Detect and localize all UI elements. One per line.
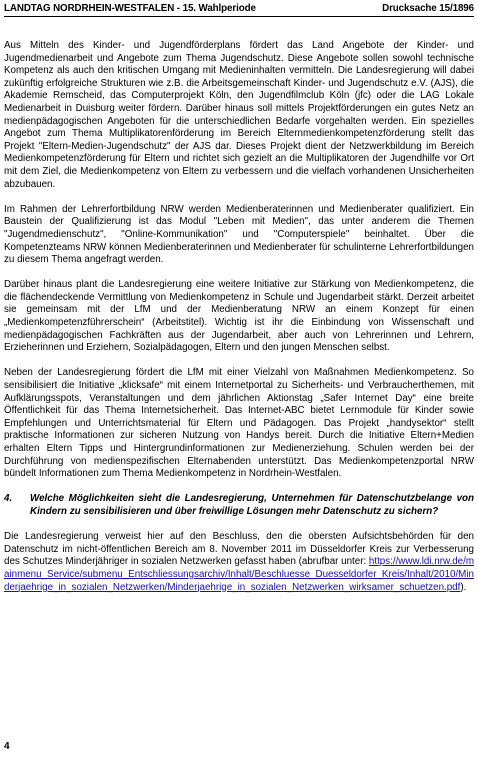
page-number: 4 [4,741,10,752]
paragraph-youth-media-funding: Aus Mitteln des Kinder- und Jugendförderplans fördert das Land Angebote der Kinder- und Jugendmedienarbeit und Angebote zum Thema Jugendschutz. Diese Angebote sollen sowohl technische Kompetenz als auch den kritischen Umgang mit Medieninhalten vermitteln. Die Landesregierung will dabei zukünftig erfolgreiche Strukturen wie z.B. die Arbeitsgemeinschaft Kinder- und Jugendschutz e.V. (AJS), die Akademie Remscheid, das Computerprojekt Köln, den Jugendfilmclub Köln (jfc) oder die LAG Lokale Medienarbeit in Duisburg weiter fördern. Darüber hinaus soll mittels Projektförderungen ein gutes Netz an medienpädagogischen Angeboten für die unterschiedlichen Bedarfe vorgehalten werden. Ein spezielles Angebot zum Thema Multiplikatorenförderung im Bereich Elternmedienkompetenzförderung stellt das Projekt "Eltern-Medien-Jugendschutz" der AJS dar. Dieses Projekt dient der Netzwerkbildung im Bereich Medienkompetenzförderung für Eltern und richtet sich gezielt an die Multiplikatoren der Jugendhilfe vor Ort mit dem Ziel, die Medienkompetenz von Eltern zu verbessern und die vielfach vorhandenen Unsicherheiten abzubauen. [4,40,474,190]
question-text: Welche Möglichkeiten sieht die Landesregierung, Unternehmen für Datenschutzbelange von Kindern zu sensibilisieren und über freiwillige Lösungen mehr Datenschutz zu sichern? [30,493,474,517]
header-doc-ref: Drucksache 15/1896 [382,3,474,14]
paragraph-teacher-training: Im Rahmen der Lehrerfortbildung NRW werden Medienberaterinnen und Medienberater qualifiziert. Ein Baustein der Qualifizierung ist das Modul "Leben mit Medien", das unter anderem die Themen "Jugendmedienschutz", "Online-Kommunikation" und "Computerspiele" beinhaltet. Über die Kompetenzteams NRW können Medienberaterinnen und Medienberater für schulinterne Lehrerfortbildungen zu diesem Thema angefragt werden. [4,203,474,266]
answer-paragraph [4,531,474,594]
answer-suffix: ). [460,581,467,593]
paragraph-media-competence-initiative: Darüber hinaus plant die Landesregierung eine weitere Initiative zur Stärkung von Medienkompetenz, die die flächendeckende Vermittlung von Medienkompetenz in Schule und Jugendarbeit stärkt. Derzeit arbeitet sie gemeinsam mit der LfM und der Medienberatung NRW an einem Konzept für einen „Medienkompetenzführerschein“ (Arbeitstitel). Wichtig ist ihr die Einbindung von Wissenschaft und medienpädagogischen Fachkräften aus der Jugendarbeit, aber auch von Lehrerinnen und Lehrern, Erzieherinnen und Erziehern, Sozialpädagogen, Eltern und den jungen Menschen selbst. [4,279,474,354]
document-body [4,40,474,607]
answer-text: Die Landesregierung verweist hier auf den Beschluss, den die obersten Aufsichtsbehörden für den Datenschutz im nicht-öffentlichen Bereich am 8. November 2011 im Düsseldorfer Kreis zur Verbesserung des Schutzes Minderjähriger in sozialen Netzwerken gefasst haben (abrufbar unter: [4,531,474,568]
page-header [4,3,474,14]
paragraph-lfm-measures: Neben der Landesregierung fördert die LfM mit einer Vielzahl von Maßnahmen Medienkompetenz. So sensibilisiert die Initiative „klicksafe“ mit einem Internetportal zu Sicherheits- und Verbraucherthemen, mit Aufklärungsspots, Veranstaltungen und dem jährlichen Aktionstag „Safer Internet Day“ eine breite Öffentlichkeit für das Thema Internetsicherheit. Das Internet-ABC bietet Lernmodule für Kinder sowie Empfehlungen und Unterrichtsmaterial für Eltern und Pädagogen. Das Projekt „handysektor“ stellt praktische Informationen zur sicheren Nutzung von Handys bereit. Durch die Initiative Eltern+Medien erhalten Eltern Tipps und Hintergrundinformationen zur Medienerziehung. Schulen werden bei der Durchführung von medienspezifischen Elternabenden unterstützt. Das Medienkompetenzportal NRW bündelt Informationen zum Thema Medienkompetenz in Nordrhein-Westfalen. [4,367,474,480]
answer-link[interactable]: https://www.ldi.nrw.de/mainmenu_Service/submenu_Entschliessungsarchiv/Inhalt/Beschluesse_Duesseldorfer_Kreis/Inhalt/2010/Minderjaehrige_in_sozialen_Netzwerken/Minderjaehrige_in_sozialen_Netzwerken_wirksamer_schuetzen.pdf [4,556,474,593]
question-number: 4. [4,493,13,505]
question-block [4,493,474,518]
header-title: LANDTAG NORDRHEIN-WESTFALEN - 15. Wahlperiode [4,3,256,14]
header-rule [4,16,474,17]
